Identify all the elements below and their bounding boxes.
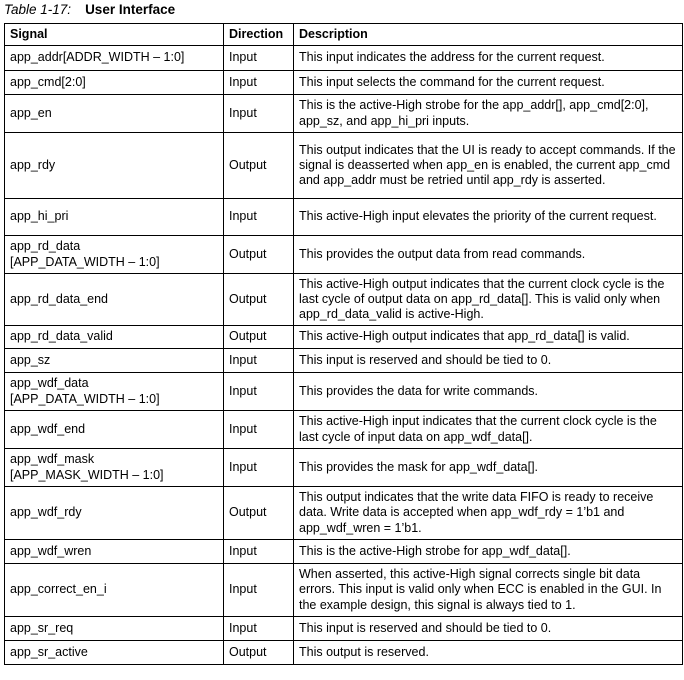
signal-cell: app_sr_req [5,617,224,641]
description-cell: This output indicates that the write data FIFO is ready to receive data. Write data is accepted when app_wdf_rdy = 1’b1 and app_wdf_wren = 1’b1. [294,487,683,540]
table-row [5,411,683,449]
table-row [5,46,683,71]
header-description: Description [294,24,683,46]
table-row [5,617,683,641]
signal-name: app_wdf_mask [10,452,95,467]
signal-cell [5,373,224,411]
description-cell: This input indicates the address for the current request. [294,46,683,71]
table-row [5,133,683,199]
signal-cell [5,449,224,487]
signal-cell: app_correct_en_i [5,564,224,617]
signal-cell: app_wdf_wren [5,540,224,564]
signal-cell: app_rdy [5,133,224,199]
description-cell: This input is reserved and should be tied to 0. [294,349,683,373]
description-cell: This active-High input indicates that the current clock cycle is the last cycle of input data on app_wdf_data[]. [294,411,683,449]
table-row [5,487,683,540]
description-cell: This input selects the command for the current request. [294,71,683,95]
signal-cell: app_addr[ADDR_WIDTH – 1:0] [5,46,224,71]
direction-cell: Input [224,564,294,617]
table-row [5,349,683,373]
signal-cell: app_sr_active [5,641,224,665]
description-cell: This active-High input elevates the priority of the current request. [294,199,683,236]
signal-name: app_rd_data [10,239,81,254]
header-direction: Direction [224,24,294,46]
signal-cell [5,236,224,274]
description-cell: This active-High output indicates that app_rd_data[] is valid. [294,326,683,349]
table-number: Table 1-17: [4,2,72,17]
table-row [5,449,683,487]
header-signal: Signal [5,24,224,46]
description-cell: This active-High output indicates that the current clock cycle is the last cycle of output data on app_rd_data[]. This is valid only when app_rd_data_valid is active-High. [294,274,683,326]
direction-cell: Input [224,449,294,487]
signal-cell: app_sz [5,349,224,373]
direction-cell: Input [224,373,294,411]
direction-cell: Output [224,487,294,540]
signal-width: [APP_MASK_WIDTH – 1:0] [10,467,164,482]
signal-cell: app_hi_pri [5,199,224,236]
table-row [5,199,683,236]
table-row [5,373,683,411]
table-row [5,564,683,617]
table-row [5,540,683,564]
description-cell: This output is reserved. [294,641,683,665]
description-cell: This input is reserved and should be tied to 0. [294,617,683,641]
signal-name: app_wdf_data [10,376,89,391]
signal-cell: app_en [5,95,224,133]
header-row [5,24,683,46]
signal-width: [APP_DATA_WIDTH – 1:0] [10,391,160,406]
description-cell: This provides the mask for app_wdf_data[]. [294,449,683,487]
direction-cell: Input [224,71,294,95]
table-row [5,274,683,326]
description-cell: This provides the output data from read commands. [294,236,683,274]
table-row [5,71,683,95]
description-cell: This provides the data for write commands. [294,373,683,411]
direction-cell: Input [224,617,294,641]
direction-cell: Output [224,641,294,665]
description-cell: This is the active-High strobe for app_wdf_data[]. [294,540,683,564]
direction-cell: Output [224,274,294,326]
description-cell: When asserted, this active-High signal corrects single bit data errors. This input is valid only when ECC is enabled in the GUI. In the example design, this signal is always tied to 1. [294,564,683,617]
signal-width: [APP_DATA_WIDTH – 1:0] [10,254,160,269]
direction-cell: Output [224,326,294,349]
signal-cell: app_rd_data_valid [5,326,224,349]
signal-cell: app_wdf_rdy [5,487,224,540]
description-cell: This is the active-High strobe for the app_addr[], app_cmd[2:0], app_sz, and app_hi_pri inputs. [294,95,683,133]
direction-cell: Input [224,540,294,564]
signal-cell: app_rd_data_end [5,274,224,326]
user-interface-table [4,23,683,665]
direction-cell: Output [224,133,294,199]
signal-cell: app_wdf_end [5,411,224,449]
table-title: User Interface [85,2,176,17]
signal-cell: app_cmd[2:0] [5,71,224,95]
table-row [5,95,683,133]
direction-cell: Input [224,46,294,71]
table-row [5,326,683,349]
description-cell: This output indicates that the UI is ready to accept commands. If the signal is deasserted when app_en is enabled, the current app_cmd and app_addr must be retried until app_rdy is asserted. [294,133,683,199]
table-row [5,641,683,665]
direction-cell: Input [224,349,294,373]
table-row [5,236,683,274]
direction-cell: Input [224,95,294,133]
direction-cell: Output [224,236,294,274]
direction-cell: Input [224,199,294,236]
table-caption [4,1,175,19]
direction-cell: Input [224,411,294,449]
